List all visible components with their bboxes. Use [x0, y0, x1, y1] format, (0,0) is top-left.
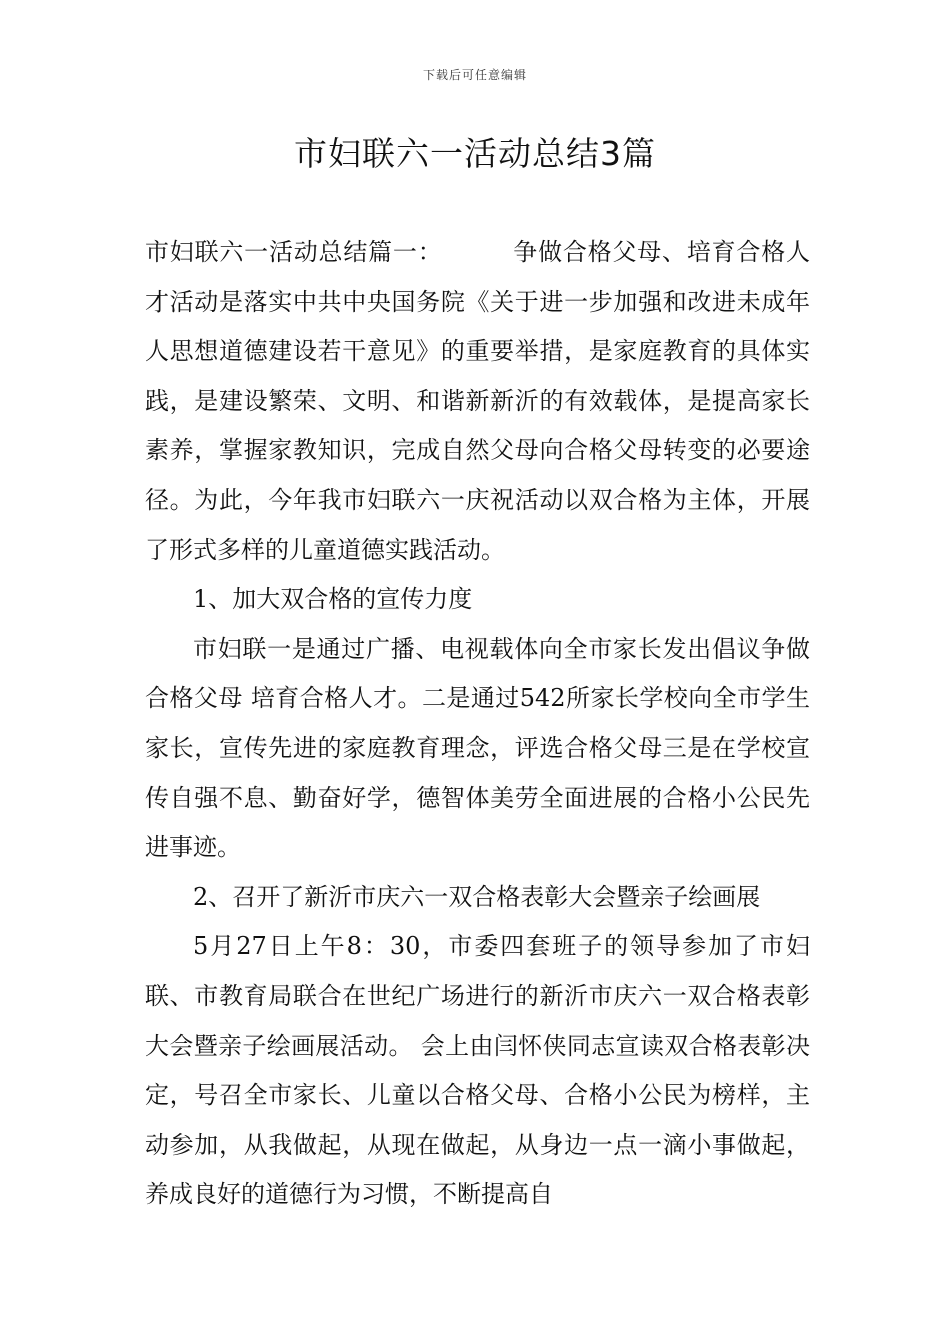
document-body — [145, 228, 810, 1220]
document-title: 市妇联六一活动总结3篇 — [294, 134, 656, 173]
paragraph-1: 市妇联一是通过广播、电视载体向全市家长发出倡议争做合格父母 培育合格人才。二是通过542所家长学校向全市学生家长，宣传先进的家庭教育理念，评选合格父母三是在学校宣传自强不息、勤奋好学，德智体美劳全面进展的合格小公民先进事迹。 — [145, 634, 810, 862]
header-note: 下载后可任意编辑 — [422, 68, 527, 82]
intro-paragraph — [145, 228, 810, 575]
section-heading-1: 1、加大双合格的宣传力度 — [193, 585, 473, 614]
section-heading-2: 2、召开了新沂市庆六一双合格表彰大会暨亲子绘画展 — [193, 882, 761, 911]
paragraph-2: 5月27日上午8：30，市委四套班子的领导参加了市妇联、市教育局联合在世纪广场进行的新沂市庆六一双合格表彰大会暨亲子绘画展活动。 会上由闫怀侠同志宣读双合格表彰决定，号召全市家长、儿童以合格父母、合格小公民为榜样，主动参加，从我做起，从现在做起，从身边一点一滴小事做起，养成良好的道德行为习惯，不断提高自 — [145, 932, 810, 1209]
intro-label: 市妇联六一活动总结篇一： — [145, 238, 443, 266]
intro-text: 争做合格父母、培育合格人才活动是落实中共中央国务院《关于进一步加强和改进未成年人思想道德建设若干意见》的重要举措，是家庭教育的具体实践，是建设繁荣、文明、和谐新新沂的有效载体，是提高家长素养，掌握家教知识，完成自然父母向合格父母转变的必要途径。为此，今年我市妇联六一庆祝活动以双合格为主体，开展了形式多样的儿童道德实践活动。 — [145, 238, 810, 564]
